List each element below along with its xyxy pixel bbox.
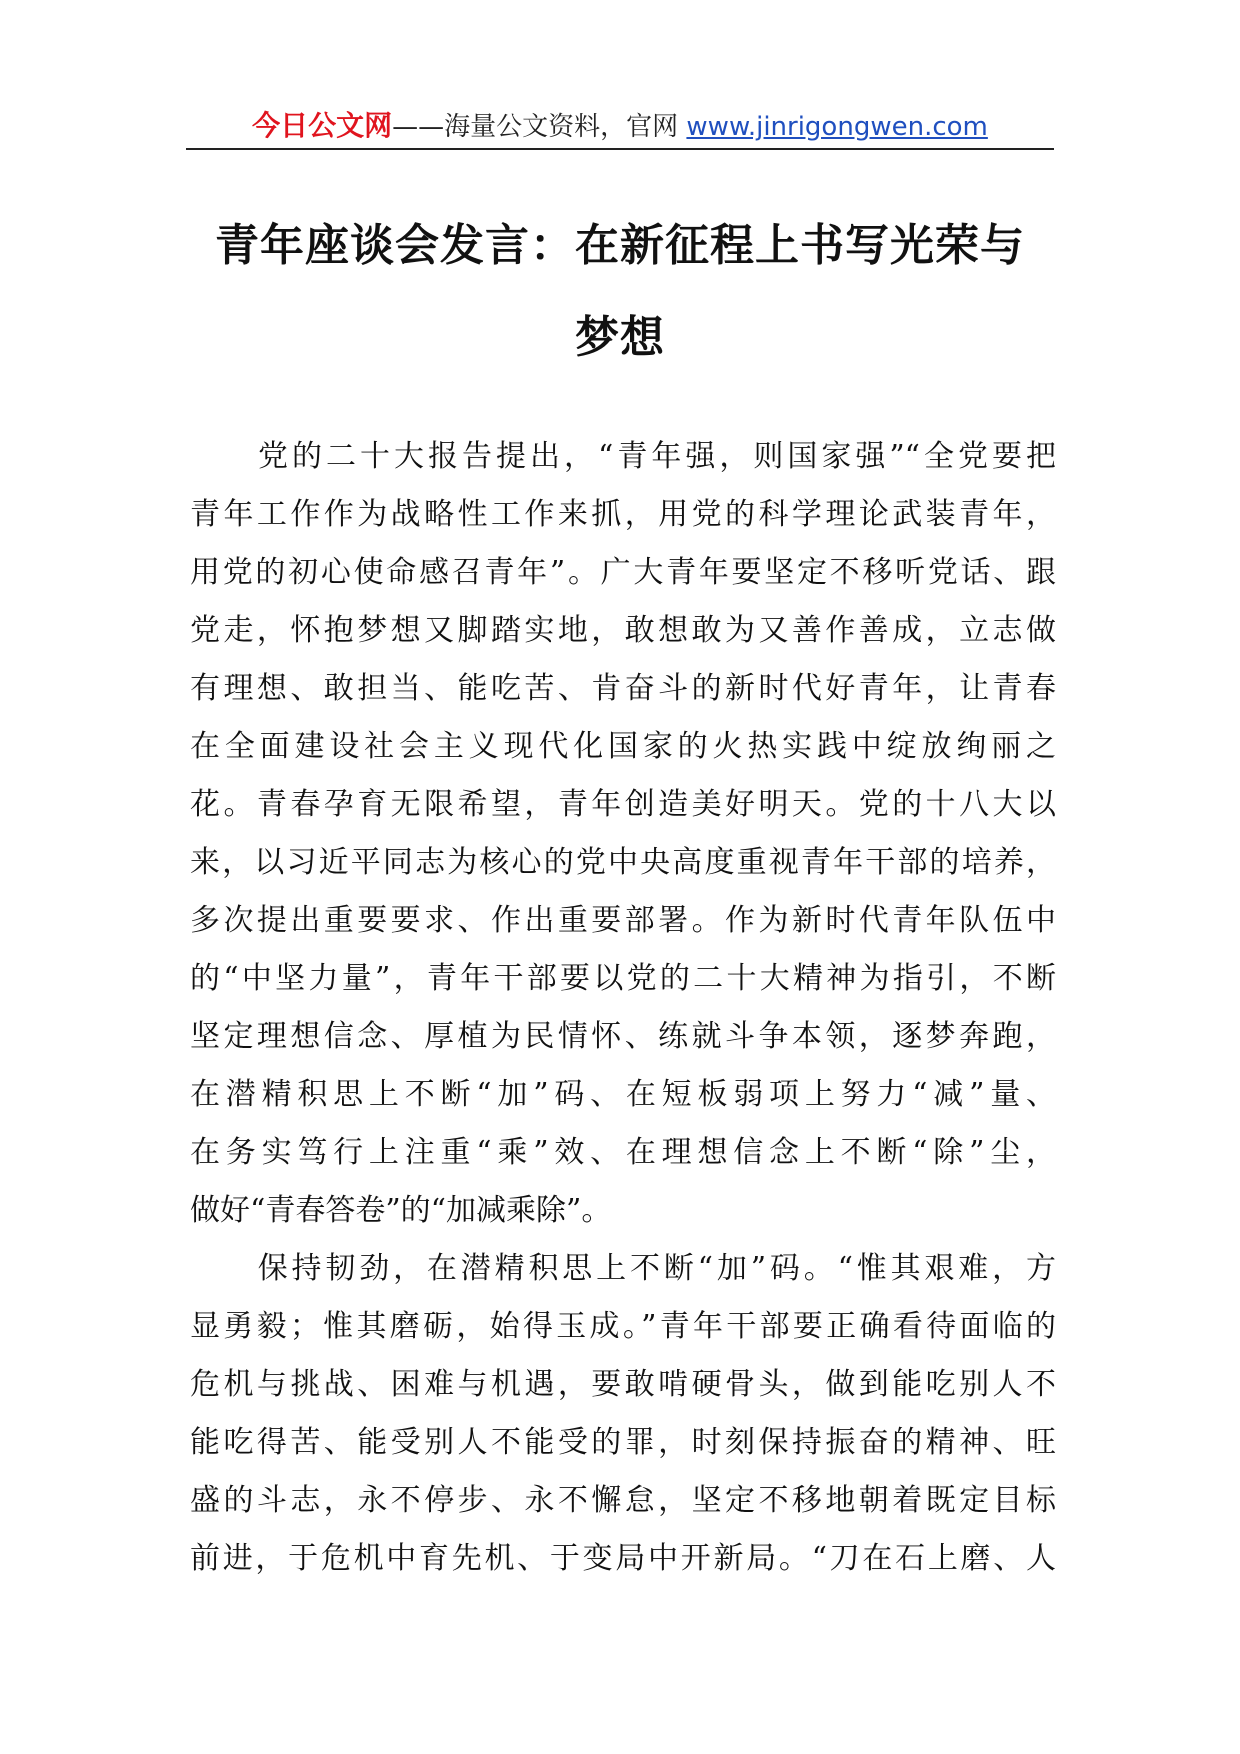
site-url-link[interactable]: www.jinrigongwen.com <box>686 112 988 142</box>
body-line: 做好“青春答卷”的“加减乘除”。 <box>190 1193 612 1228</box>
site-tagline: ——海量公文资料，官网 <box>392 112 687 142</box>
body-line: 坚定理想信念、厚植为民情怀、练就斗争本领，逐梦奔跑， <box>190 1019 1056 1054</box>
body-line: 多次提出重要要求、作出重要部署。作为新时代青年队伍中 <box>190 903 1056 938</box>
body-line: 用党的初心使命感召青年”。广大青年要坚定不移听党话、跟 <box>190 555 1056 590</box>
body-line: 能吃得苦、能受别人不能受的罪，时刻保持振奋的精神、旺 <box>190 1425 1056 1460</box>
site-brand: 今日公文网 <box>252 109 393 142</box>
body-line: 在务实笃行上注重“乘”效、在理想信念上不断“除”尘， <box>190 1135 1056 1170</box>
body-line: 党走，怀抱梦想又脚踏实地，敢想敢为又善作善成，立志做 <box>190 613 1056 648</box>
body-line: 盛的斗志，永不停步、永不懈怠，坚定不移地朝着既定目标 <box>190 1483 1056 1518</box>
body-line: 显勇毅；惟其磨砺，始得玉成。”青年干部要正确看待面临的 <box>190 1309 1056 1344</box>
body-line: 青年工作作为战略性工作来抓，用党的科学理论武装青年， <box>190 497 1056 532</box>
body-line: 在全面建设社会主义现代化国家的火热实践中绽放绚丽之 <box>190 729 1056 764</box>
body-line: 的“中坚力量”，青年干部要以党的二十大精神为指引，不断 <box>190 961 1056 996</box>
body-line: 在潜精积思上不断“加”码、在短板弱项上努力“减”量、 <box>190 1077 1056 1112</box>
title-line-1: 青年座谈会发言：在新征程上书写光荣与 <box>215 220 1025 271</box>
document-body <box>190 428 1056 1588</box>
body-line: 有理想、敢担当、能吃苦、肯奋斗的新时代好青年，让青春 <box>190 671 1056 706</box>
body-line: 前进，于危机中育先机、于变局中开新局。“刀在石上磨、人 <box>190 1541 1056 1576</box>
body-line: 来，以习近平同志为核心的党中央高度重视青年干部的培养， <box>190 845 1056 880</box>
title-line-2: 梦想 <box>575 312 665 363</box>
body-line: 保持韧劲，在潜精积思上不断“加”码。“惟其艰难，方 <box>190 1251 1056 1286</box>
body-line: 党的二十大报告提出，“青年强，则国家强”“全党要把 <box>190 439 1056 474</box>
document-title <box>186 200 1054 384</box>
body-line: 危机与挑战、困难与机遇，要敢啃硬骨头，做到能吃别人不 <box>190 1367 1056 1402</box>
site-header <box>186 106 1054 154</box>
header-divider <box>186 148 1054 150</box>
body-line: 花。青春孕育无限希望，青年创造美好明天。党的十八大以 <box>190 787 1056 822</box>
